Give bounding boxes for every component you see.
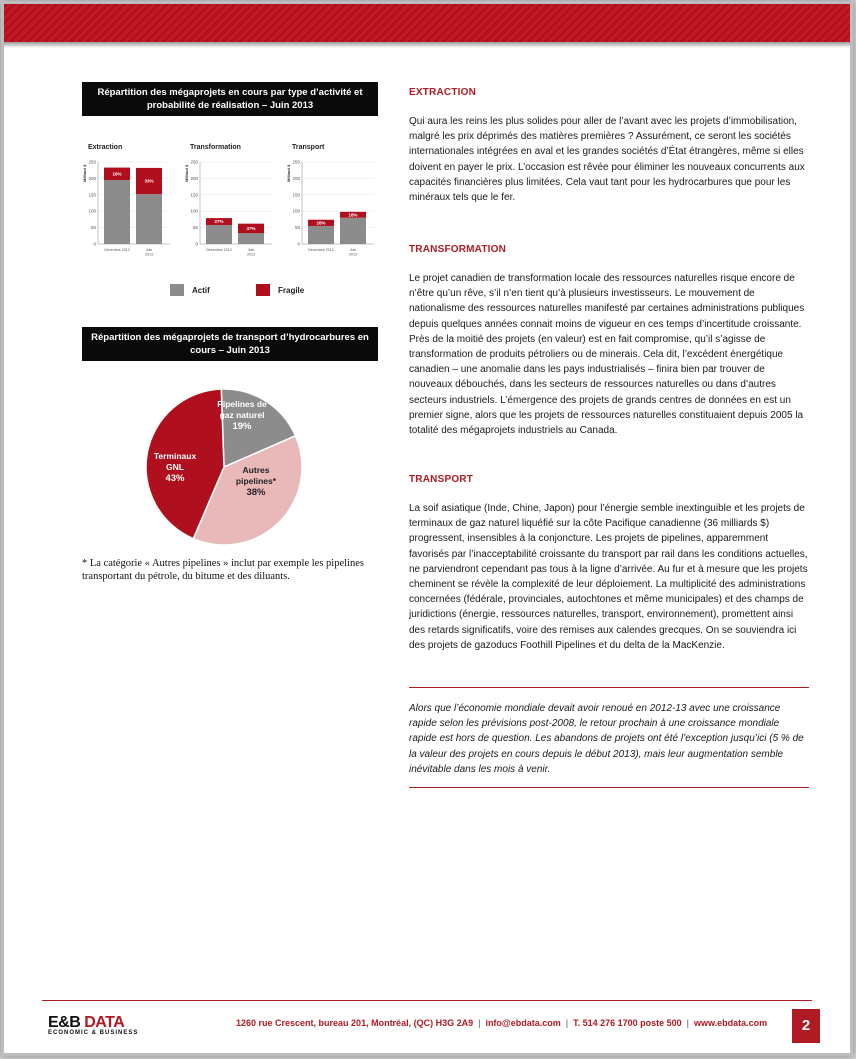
chart-title: Transformation	[190, 144, 241, 151]
quote-rule-bottom	[409, 787, 809, 788]
footer-email[interactable]: info@ebdata.com	[485, 1018, 561, 1028]
data-label: 16%	[112, 171, 122, 177]
y-tick-label: 50	[294, 225, 300, 231]
paragraph-transformation: Le projet canadien de transformation locale des ressources naturelles risque encore de n’être qu’un rêve, s’il n’en tient qu’à plusieurs investisseurs. Le mouvement de nationalisme des ressources naturelles manifesté par certaines administrations publiques depuis quelques années connait moins de vigueur en ces temps d’incertitude croissante. Près de la moitié des projets (en valeur) est en fait compromise, qu’il s’agisse de transformation de produits pétroliers ou de minerais. Cela dit, l’excédent énergétique canadien – une anomalie dans les pays industrialisés – finira bien par trouver de nouveaux débouchés, dans les secteurs de ressources naturelles ou dans d’autres secteurs industriels. L’émergence des projets de grands centres de données en est un premier signe, alors que les projets de ressources naturelles constituaient depuis 2005 la totalité des mégaprojets industriels au Canada.	[409, 273, 805, 437]
x-tick-label: Décembre 2012	[308, 248, 334, 252]
pie-label-terminaux: Terminaux GNL 43%	[153, 451, 197, 484]
legend-actif	[170, 284, 210, 296]
bar-actif	[308, 226, 334, 244]
quote-rule-top	[409, 687, 809, 688]
y-tick-label: 150	[292, 192, 300, 198]
x-tick-label: Juin 2013	[247, 248, 255, 257]
bar-actif	[340, 218, 366, 244]
y-tick-label: 0	[297, 241, 300, 247]
paragraph-extraction: Qui aura les reins les plus solides pour aller de l’avant avec les projets d’immobilisation, malgré les prix déprimés des matières premières ? Assurément, ce seront les sociétés internationales intégrées en aval et les grandes sociétés d’État étrangères, même si elles doivent en payer le prix. L’occasion est rêvée pour éliminer les nouveaux concurrents aux capacités financières plus limitées. Cela vaut tant pour les hydrocarbures que pour les minéraux tels que le fer.	[409, 116, 805, 204]
y-tick-label: 0	[93, 241, 96, 247]
y-tick-label: 150	[88, 192, 96, 198]
pie-label-autres: Autres pipelines* 38%	[235, 465, 277, 498]
footer-website[interactable]: www.ebdata.com	[694, 1018, 768, 1028]
footer-rule	[42, 1000, 812, 1001]
pie-label-gaz: Pipelines de gaz naturel 19%	[217, 399, 267, 432]
legend-swatch	[256, 284, 270, 296]
bar-chart-transport	[286, 144, 386, 264]
chart1-title: Répartition des mégaprojets en cours par type d’activité et probabilité de réalisation – Juin 2013	[82, 82, 378, 116]
y-axis-label: Milliard $	[286, 164, 291, 182]
document-page	[4, 4, 850, 1053]
bar-chart-svg	[82, 154, 182, 269]
y-tick-label: 250	[190, 159, 198, 165]
data-label: 47%	[246, 226, 256, 232]
data-label: 26%	[316, 220, 326, 226]
y-tick-label: 250	[292, 159, 300, 165]
x-tick-label: Décembre 2012	[104, 248, 130, 252]
y-tick-label: 100	[88, 208, 96, 214]
y-axis-label: Milliard $	[184, 164, 189, 182]
chart-title: Extraction	[88, 144, 123, 151]
heading-transport: TRANSPORT	[409, 474, 474, 485]
footer-contact: 1260 rue Crescent, bureau 201, Montréal, (QC) H3G 2A9 | info@ebdata.com | T. 514 276 1700 poste 500 | www.ebdata.com	[236, 1018, 768, 1028]
y-tick-label: 200	[292, 175, 300, 181]
x-tick-label: Juin 2013	[349, 248, 357, 257]
bar-actif	[136, 194, 162, 244]
data-label: 27%	[214, 219, 224, 225]
chart2-title: Répartition des mégaprojets de transport d’hydrocarbures en cours – Juin 2013	[82, 327, 378, 361]
y-tick-label: 150	[190, 192, 198, 198]
data-label: 33%	[144, 178, 154, 184]
heading-extraction: EXTRACTION	[409, 87, 476, 98]
heading-transformation: TRANSFORMATION	[409, 244, 507, 255]
bar-chart-extraction	[82, 144, 182, 264]
y-tick-label: 50	[90, 225, 96, 231]
y-tick-label: 100	[190, 208, 198, 214]
pull-quote: Alors que l’économie mondiale devait avoir renoué en 2012-13 avec une croissance rapide selon les prévisions post-2008, le retour prochain à une croissance mondiale rapide est hors de question. Les abandons de projets ont été l’exception jusqu’ici (5 % de la valeur des projets en cours depuis le début 2013), mais leur augmentation semble inévitable dans les mois à venir.	[409, 703, 804, 775]
legend-label: Actif	[192, 285, 210, 295]
data-label: 18%	[348, 212, 358, 218]
footer-address: 1260 rue Crescent, bureau 201, Montréal, (QC) H3G 2A9	[236, 1018, 474, 1028]
y-tick-label: 200	[190, 175, 198, 181]
bar-chart-transformation	[184, 144, 284, 264]
y-tick-label: 250	[88, 159, 96, 165]
pie-chart	[144, 387, 304, 547]
y-tick-label: 200	[88, 175, 96, 181]
y-tick-label: 0	[195, 241, 198, 247]
y-tick-label: 100	[292, 208, 300, 214]
legend-label: Fragile	[278, 285, 305, 295]
chart-title: Transport	[292, 144, 325, 151]
bar-actif	[104, 180, 130, 244]
bar-actif	[238, 233, 264, 244]
company-logo: E&B DATA ECONOMIC & BUSINESS	[48, 1014, 139, 1036]
y-axis-label: Milliard $	[82, 164, 87, 182]
paragraph-transport: La soif asiatique (Inde, Chine, Japon) pour l’énergie semble inextinguible et les projets de terminaux de gaz naturel liquéfié sur la côte Pacifique canadienne (36 milliards $) progressent, insensibles à la conjoncture. Les projets de pipelines, apparemment favorisés par l’inacceptabilité croissante du transport par rail dans les conditions actuelles, ne parviendront cependant pas tous à la ligne d’arrivée. Au fur et à mesure que les projets cheminent se révèle la complexité de leur déploiement. La multiplicité des administrations concernées (fédérale, provinciales, autochtones et même municipales) et des champs de juridictions (énergie, ressources naturelles, transport, environnement), promettent ainsi des retards significatifs, voire des remises aux calendes grecques. On se souviendra ici des projets de gazoducs Foothill Pipelines et du delta de la MacKenzie.	[409, 503, 808, 651]
pie-footnote: * La catégorie « Autres pipelines » inclut par exemple les pipelines transportant du pétrole, du bitume et des diluants.	[82, 558, 364, 582]
bar-chart-svg	[184, 154, 284, 269]
x-tick-label: Juin 2013	[145, 248, 153, 257]
x-tick-label: Décembre 2012	[206, 248, 232, 252]
bar-actif	[206, 225, 232, 244]
footer-phone: T. 514 276 1700 poste 500	[573, 1018, 682, 1028]
legend-fragile	[256, 284, 304, 296]
y-tick-label: 50	[192, 225, 198, 231]
page-number: 2	[792, 1009, 820, 1043]
legend-swatch	[170, 284, 184, 296]
bar-chart-svg	[286, 154, 386, 269]
header-band	[4, 4, 850, 42]
